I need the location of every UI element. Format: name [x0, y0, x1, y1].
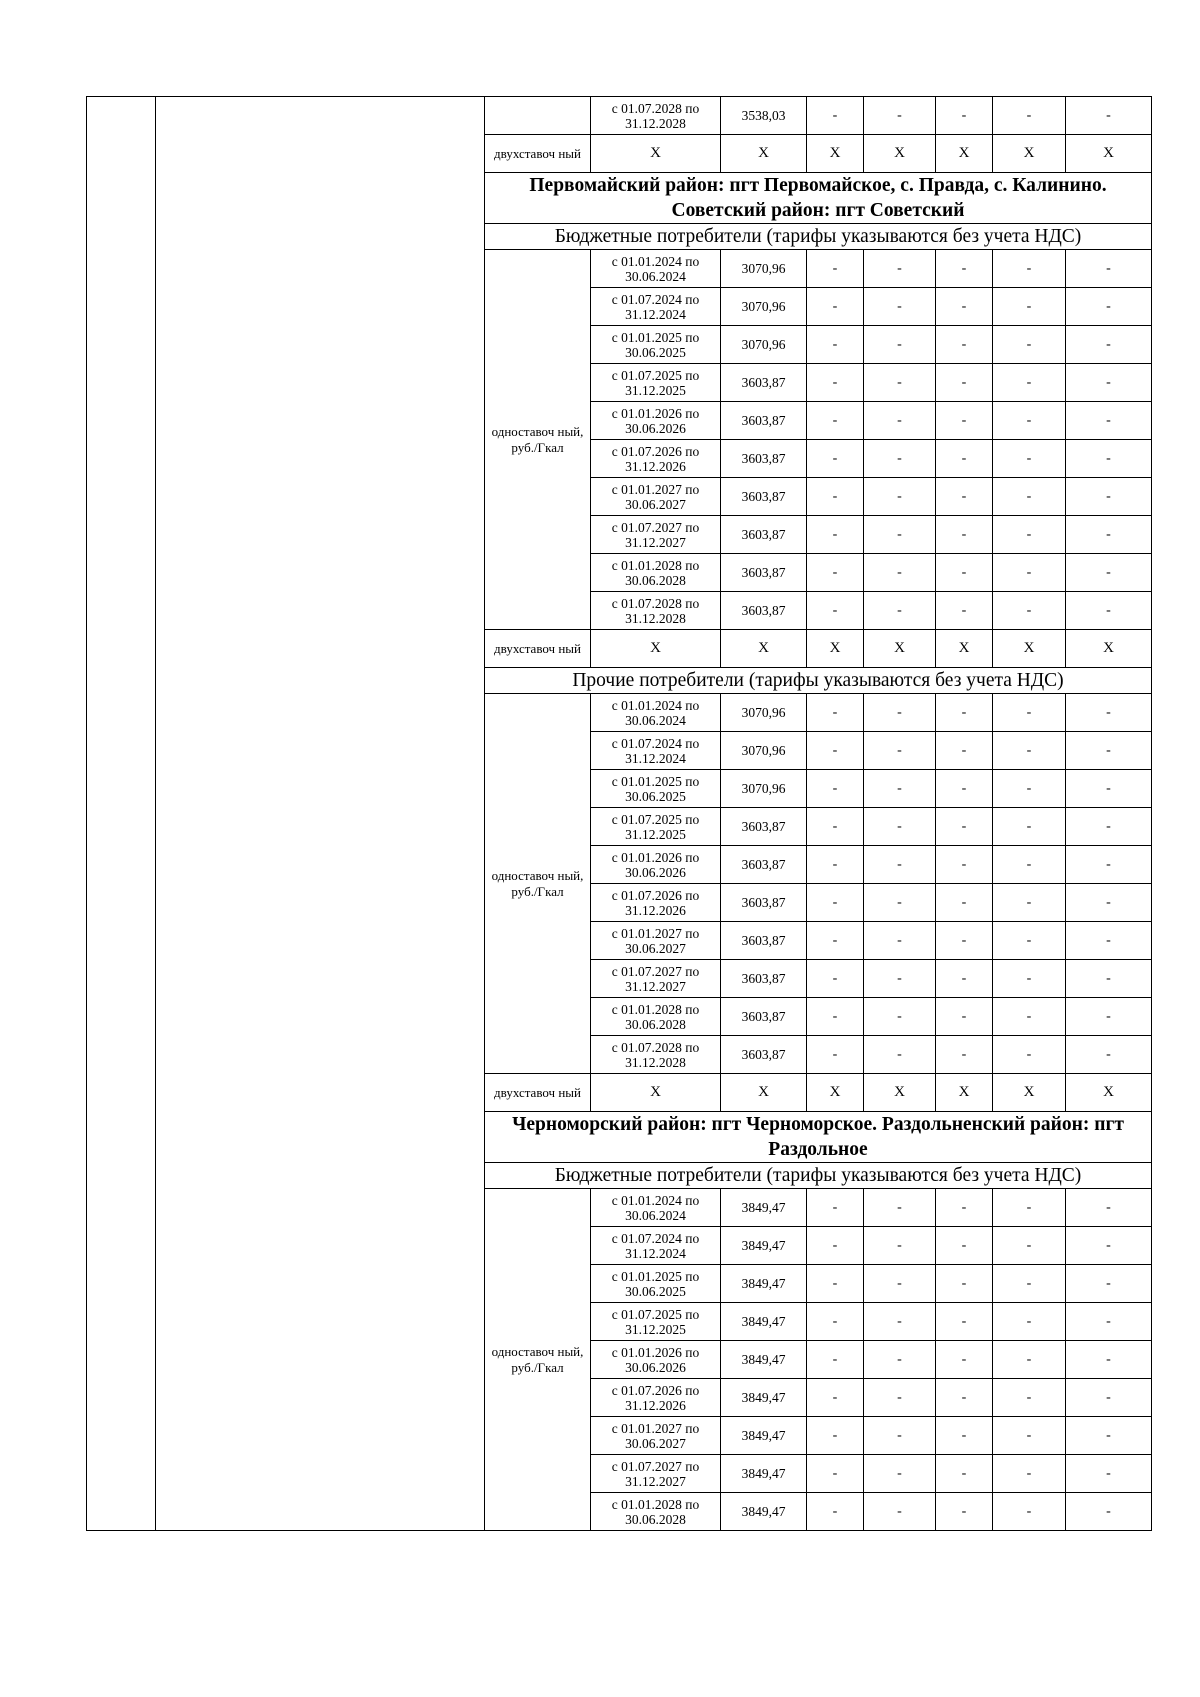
period-cell: с 01.07.2028 по 31.12.2028 [591, 1036, 721, 1074]
period-cell: с 01.01.2026 по 30.06.2026 [591, 402, 721, 440]
dash-cell: - [807, 1341, 864, 1379]
dash-cell: - [1066, 364, 1152, 402]
x-cell: Х [1066, 1074, 1152, 1112]
tariff-value: 3849,47 [721, 1265, 807, 1303]
tariff-value: 3603,87 [721, 364, 807, 402]
dash-cell: - [936, 770, 993, 808]
dash-cell: - [807, 1417, 864, 1455]
x-cell: Х [721, 135, 807, 173]
tariff-value: 3849,47 [721, 1417, 807, 1455]
dash-cell: - [807, 97, 864, 135]
dash-cell: - [1066, 402, 1152, 440]
period-cell: с 01.07.2024 по 31.12.2024 [591, 1227, 721, 1265]
tariff-value: 3603,87 [721, 960, 807, 998]
dash-cell: - [936, 440, 993, 478]
dash-cell: - [1066, 1189, 1152, 1227]
dash-cell: - [993, 694, 1066, 732]
tariff-value: 3849,47 [721, 1303, 807, 1341]
x-cell: Х [936, 1074, 993, 1112]
x-cell: Х [1066, 135, 1152, 173]
dash-cell: - [807, 326, 864, 364]
period-cell: с 01.01.2024 по 30.06.2024 [591, 694, 721, 732]
dash-cell: - [993, 440, 1066, 478]
dash-cell: - [993, 326, 1066, 364]
consumer-group-title: Бюджетные потребители (тарифы указываются без учета НДС) [485, 1163, 1152, 1189]
period-cell: с 01.01.2025 по 30.06.2025 [591, 326, 721, 364]
period-cell: с 01.07.2027 по 31.12.2027 [591, 516, 721, 554]
dash-cell: - [1066, 808, 1152, 846]
dash-cell: - [1066, 1341, 1152, 1379]
dash-cell: - [936, 884, 993, 922]
tariff-value: 3603,87 [721, 808, 807, 846]
district-heading: Черноморский район: пгт Черноморское. Раздольненский район: пгт Раздольное [485, 1112, 1152, 1163]
dash-cell: - [807, 770, 864, 808]
consumer-group-title: Бюджетные потребители (тарифы указываются без учета НДС) [485, 224, 1152, 250]
period-cell: с 01.07.2026 по 31.12.2026 [591, 1379, 721, 1417]
dash-cell: - [993, 846, 1066, 884]
dash-cell: - [864, 554, 936, 592]
period-cell: с 01.07.2024 по 31.12.2024 [591, 288, 721, 326]
dash-cell: - [1066, 554, 1152, 592]
dash-cell: - [993, 1417, 1066, 1455]
x-cell: Х [993, 135, 1066, 173]
dash-cell: - [993, 402, 1066, 440]
dash-cell: - [936, 1303, 993, 1341]
dash-cell: - [993, 364, 1066, 402]
dash-cell: - [1066, 288, 1152, 326]
dash-cell: - [993, 1303, 1066, 1341]
two-rate-label: двухставоч ный [485, 630, 591, 668]
x-cell: Х [721, 1074, 807, 1112]
dash-cell: - [864, 288, 936, 326]
dash-cell: - [936, 1227, 993, 1265]
tariff-value: 3603,87 [721, 998, 807, 1036]
table-row [87, 97, 1152, 135]
tariff-value: 3603,87 [721, 516, 807, 554]
period-cell: с 01.01.2028 по 30.06.2028 [591, 554, 721, 592]
tariff-value: 3849,47 [721, 1455, 807, 1493]
dash-cell: - [993, 250, 1066, 288]
dash-cell: - [993, 1265, 1066, 1303]
dash-cell: - [864, 1036, 936, 1074]
rate-type-cell [485, 97, 591, 135]
dash-cell: - [1066, 326, 1152, 364]
dash-cell: - [936, 846, 993, 884]
dash-cell: - [993, 288, 1066, 326]
dash-cell: - [993, 1455, 1066, 1493]
dash-cell: - [993, 1341, 1066, 1379]
x-cell: Х [591, 630, 721, 668]
dash-cell: - [936, 326, 993, 364]
dash-cell: - [807, 1227, 864, 1265]
dash-cell: - [807, 516, 864, 554]
dash-cell: - [993, 516, 1066, 554]
x-cell: Х [807, 1074, 864, 1112]
x-cell: Х [993, 630, 1066, 668]
dash-cell: - [864, 922, 936, 960]
dash-cell: - [993, 1036, 1066, 1074]
dash-cell: - [936, 516, 993, 554]
x-cell: Х [936, 630, 993, 668]
dash-cell: - [864, 97, 936, 135]
dash-cell: - [864, 364, 936, 402]
dash-cell: - [936, 364, 993, 402]
dash-cell: - [936, 1265, 993, 1303]
tariff-value: 3603,87 [721, 922, 807, 960]
dash-cell: - [864, 732, 936, 770]
dash-cell: - [807, 1036, 864, 1074]
dash-cell: - [864, 808, 936, 846]
dash-cell: - [936, 478, 993, 516]
dash-cell: - [807, 1379, 864, 1417]
dash-cell: - [936, 922, 993, 960]
dash-cell: - [864, 326, 936, 364]
period-cell: с 01.07.2025 по 31.12.2025 [591, 1303, 721, 1341]
dash-cell: - [1066, 694, 1152, 732]
dash-cell: - [936, 998, 993, 1036]
dash-cell: - [993, 770, 1066, 808]
dash-cell: - [807, 1493, 864, 1531]
number-column [87, 97, 156, 1531]
dash-cell: - [807, 554, 864, 592]
dash-cell: - [864, 1227, 936, 1265]
dash-cell: - [993, 960, 1066, 998]
tariff-value: 3070,96 [721, 770, 807, 808]
period-cell: с 01.01.2024 по 30.06.2024 [591, 1189, 721, 1227]
period-cell: с 01.01.2026 по 30.06.2026 [591, 1341, 721, 1379]
dash-cell: - [1066, 478, 1152, 516]
dash-cell: - [864, 884, 936, 922]
x-cell: Х [864, 630, 936, 668]
dash-cell: - [807, 732, 864, 770]
tariff-value: 3603,87 [721, 846, 807, 884]
x-cell: Х [721, 630, 807, 668]
dash-cell: - [807, 884, 864, 922]
dash-cell: - [807, 922, 864, 960]
x-cell: Х [936, 135, 993, 173]
dash-cell: - [1066, 1493, 1152, 1531]
dash-cell: - [936, 1189, 993, 1227]
period-cell: с 01.07.2026 по 31.12.2026 [591, 884, 721, 922]
dash-cell: - [807, 1265, 864, 1303]
dash-cell: - [807, 960, 864, 998]
tariff-value: 3070,96 [721, 732, 807, 770]
dash-cell: - [993, 884, 1066, 922]
dash-cell: - [936, 732, 993, 770]
period-cell: с 01.07.2026 по 31.12.2026 [591, 440, 721, 478]
dash-cell: - [864, 402, 936, 440]
dash-cell: - [993, 1379, 1066, 1417]
dash-cell: - [1066, 960, 1152, 998]
dash-cell: - [864, 1493, 936, 1531]
period-cell: с 01.01.2028 по 30.06.2028 [591, 998, 721, 1036]
dash-cell: - [993, 998, 1066, 1036]
dash-cell: - [1066, 732, 1152, 770]
one-rate-label: одноставоч ный, руб./Гкал [485, 1189, 591, 1531]
x-cell: Х [864, 1074, 936, 1112]
tariff-value: 3070,96 [721, 694, 807, 732]
dash-cell: - [936, 1036, 993, 1074]
dash-cell: - [936, 592, 993, 630]
dash-cell: - [807, 846, 864, 884]
tariff-table [86, 96, 1152, 1531]
dash-cell: - [993, 1493, 1066, 1531]
period-cell: с 01.01.2024 по 30.06.2024 [591, 250, 721, 288]
period-cell: с 01.01.2026 по 30.06.2026 [591, 846, 721, 884]
two-rate-label: двухставоч ный [485, 135, 591, 173]
dash-cell: - [807, 1455, 864, 1493]
dash-cell: - [807, 694, 864, 732]
dash-cell: - [807, 402, 864, 440]
dash-cell: - [864, 694, 936, 732]
dash-cell: - [864, 960, 936, 998]
tariff-value: 3538,03 [721, 97, 807, 135]
x-cell: Х [993, 1074, 1066, 1112]
dash-cell: - [807, 1303, 864, 1341]
tariff-value: 3070,96 [721, 288, 807, 326]
tariff-value: 3603,87 [721, 1036, 807, 1074]
dash-cell: - [1066, 1379, 1152, 1417]
period-cell: с 01.01.2025 по 30.06.2025 [591, 1265, 721, 1303]
dash-cell: - [936, 1379, 993, 1417]
dash-cell: - [864, 998, 936, 1036]
dash-cell: - [1066, 592, 1152, 630]
dash-cell: - [1066, 1303, 1152, 1341]
x-cell: Х [864, 135, 936, 173]
tariff-value: 3070,96 [721, 250, 807, 288]
dash-cell: - [993, 592, 1066, 630]
period-cell: с 01.07.2027 по 31.12.2027 [591, 1455, 721, 1493]
dash-cell: - [864, 440, 936, 478]
x-cell: Х [591, 1074, 721, 1112]
dash-cell: - [936, 288, 993, 326]
period-cell: с 01.07.2028 по 31.12.2028 [591, 592, 721, 630]
dash-cell: - [864, 1189, 936, 1227]
dash-cell: - [807, 478, 864, 516]
dash-cell: - [807, 288, 864, 326]
tariff-value: 3603,87 [721, 592, 807, 630]
period-cell: с 01.01.2027 по 30.06.2027 [591, 478, 721, 516]
x-cell: Х [591, 135, 721, 173]
period-cell: с 01.07.2025 по 31.12.2025 [591, 808, 721, 846]
dash-cell: - [1066, 922, 1152, 960]
dash-cell: - [864, 1417, 936, 1455]
dash-cell: - [1066, 1417, 1152, 1455]
dash-cell: - [807, 364, 864, 402]
tariff-value: 3849,47 [721, 1341, 807, 1379]
x-cell: Х [1066, 630, 1152, 668]
dash-cell: - [936, 1417, 993, 1455]
period-cell: с 01.07.2027 по 31.12.2027 [591, 960, 721, 998]
dash-cell: - [993, 922, 1066, 960]
dash-cell: - [993, 554, 1066, 592]
dash-cell: - [1066, 250, 1152, 288]
dash-cell: - [1066, 1227, 1152, 1265]
tariff-value: 3070,96 [721, 326, 807, 364]
dash-cell: - [936, 554, 993, 592]
tariff-value: 3849,47 [721, 1379, 807, 1417]
tariff-value: 3603,87 [721, 402, 807, 440]
dash-cell: - [864, 1379, 936, 1417]
consumer-group-title: Прочие потребители (тарифы указываются без учета НДС) [485, 668, 1152, 694]
dash-cell: - [864, 1455, 936, 1493]
period-cell: с 01.01.2025 по 30.06.2025 [591, 770, 721, 808]
district-heading: Первомайский район: пгт Первомайское, с. Правда, с. Калинино. Советский район: пгт Советский [485, 173, 1152, 224]
dash-cell: - [864, 770, 936, 808]
dash-cell: - [864, 1265, 936, 1303]
dash-cell: - [807, 808, 864, 846]
dash-cell: - [1066, 1036, 1152, 1074]
dash-cell: - [1066, 884, 1152, 922]
period-cell: с 01.07.2025 по 31.12.2025 [591, 364, 721, 402]
dash-cell: - [864, 1303, 936, 1341]
dash-cell: - [807, 250, 864, 288]
tariff-value: 3603,87 [721, 554, 807, 592]
dash-cell: - [1066, 1265, 1152, 1303]
dash-cell: - [993, 732, 1066, 770]
dash-cell: - [864, 1341, 936, 1379]
tariff-value: 3603,87 [721, 440, 807, 478]
dash-cell: - [807, 998, 864, 1036]
dash-cell: - [1066, 998, 1152, 1036]
dash-cell: - [936, 97, 993, 135]
dash-cell: - [1066, 770, 1152, 808]
dash-cell: - [993, 97, 1066, 135]
tariff-value: 3849,47 [721, 1227, 807, 1265]
organization-column [156, 97, 485, 1531]
period-cell: с 01.07.2024 по 31.12.2024 [591, 732, 721, 770]
period-cell: с 01.01.2028 по 30.06.2028 [591, 1493, 721, 1531]
two-rate-label: двухставоч ный [485, 1074, 591, 1112]
period-cell: с 01.01.2027 по 30.06.2027 [591, 922, 721, 960]
dash-cell: - [864, 846, 936, 884]
dash-cell: - [993, 1227, 1066, 1265]
dash-cell: - [807, 1189, 864, 1227]
dash-cell: - [1066, 97, 1152, 135]
x-cell: Х [807, 135, 864, 173]
dash-cell: - [1066, 516, 1152, 554]
dash-cell: - [993, 1189, 1066, 1227]
tariff-value: 3603,87 [721, 884, 807, 922]
dash-cell: - [807, 440, 864, 478]
x-cell: Х [807, 630, 864, 668]
tariff-value: 3603,87 [721, 478, 807, 516]
one-rate-label: одноставоч ный, руб./Гкал [485, 250, 591, 630]
dash-cell: - [864, 516, 936, 554]
dash-cell: - [936, 402, 993, 440]
one-rate-label: одноставоч ный, руб./Гкал [485, 694, 591, 1074]
dash-cell: - [993, 808, 1066, 846]
tariff-value: 3849,47 [721, 1189, 807, 1227]
period-cell: с 01.01.2027 по 30.06.2027 [591, 1417, 721, 1455]
dash-cell: - [864, 478, 936, 516]
dash-cell: - [936, 1455, 993, 1493]
dash-cell: - [864, 592, 936, 630]
dash-cell: - [936, 694, 993, 732]
period-cell: с 01.07.2028 по 31.12.2028 [591, 97, 721, 135]
dash-cell: - [993, 478, 1066, 516]
dash-cell: - [1066, 440, 1152, 478]
tariff-value: 3849,47 [721, 1493, 807, 1531]
dash-cell: - [1066, 846, 1152, 884]
dash-cell: - [936, 960, 993, 998]
dash-cell: - [936, 250, 993, 288]
dash-cell: - [936, 1341, 993, 1379]
dash-cell: - [864, 250, 936, 288]
dash-cell: - [807, 592, 864, 630]
dash-cell: - [936, 1493, 993, 1531]
dash-cell: - [1066, 1455, 1152, 1493]
dash-cell: - [936, 808, 993, 846]
